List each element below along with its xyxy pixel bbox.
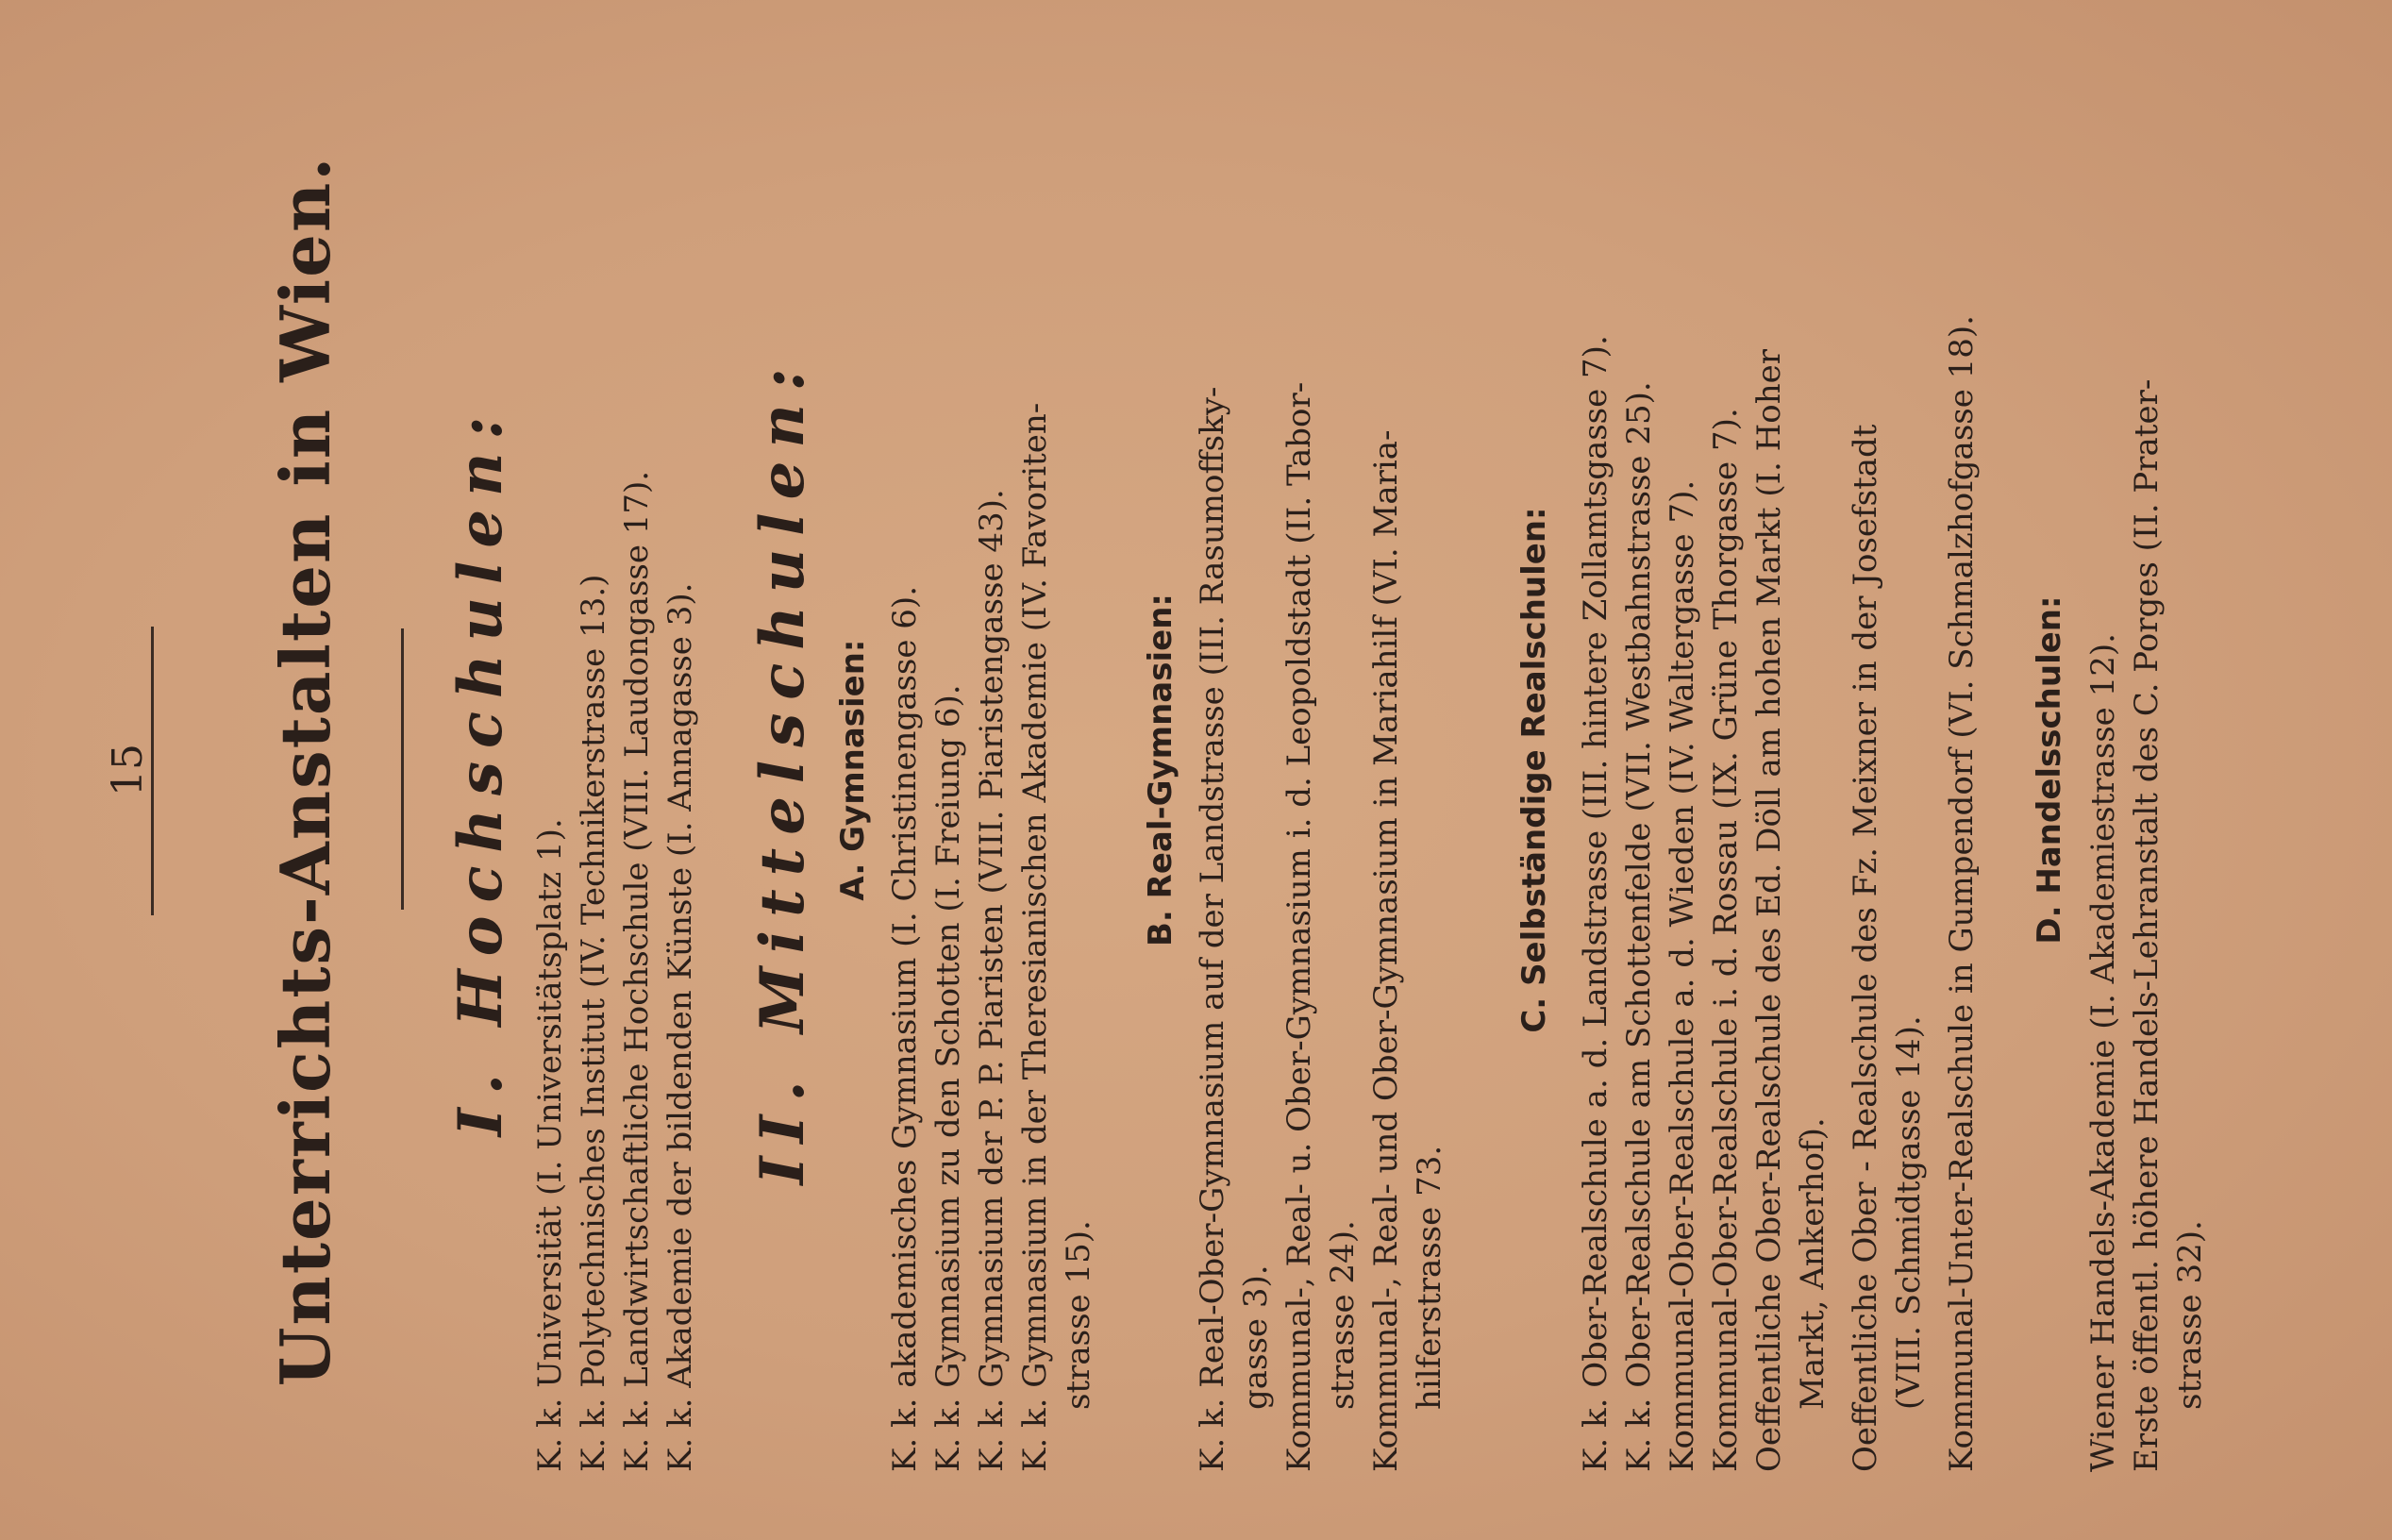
list-item: Kommunal-Ober-Realschule i. d. Rossau (IX. Grüne Thorgasse 7). xyxy=(1707,408,1745,1472)
list-item: K. k. Polytechnisches Institut (IV. Technikerstrasse 13.) xyxy=(575,574,612,1472)
list-item: K. k. Ober-Realschule a. d. Landstrasse (III. hintere Zollamtsgasse 7). xyxy=(1577,335,1614,1472)
list-item: Kommunal-, Real- und Ober-Gymnasium in Mariahilf (VI. Maria- xyxy=(1367,429,1405,1472)
list-item: Erste öffentl. höhere Handels-Lehranstalt des C. Porges (II. Prater- xyxy=(2128,378,2166,1472)
page-title: Unterrichts-Anstalten in Wien. xyxy=(265,155,345,1387)
list-item: K. k. Landwirtschaftliche Hochschule (VIII. Laudongasse 17). xyxy=(618,470,656,1472)
subsection-heading-gymnasien: A. Gymnasien: xyxy=(834,639,872,901)
page-number: 15 xyxy=(104,744,152,796)
subsection-heading-handelsschulen: D. Handelsschulen: xyxy=(2031,595,2068,945)
list-item: Kommunal-Ober-Realschule a. d. Wieden (IV. Waltergasse 7). xyxy=(1664,479,1701,1472)
list-item: Kommunal-, Real- u. Ober-Gymnasium i. d. Leopoldstadt (II. Tabor- xyxy=(1280,381,1318,1472)
subsection-heading-real-gymnasien: B. Real-Gymnasien: xyxy=(1142,593,1179,947)
list-item-continuation: (VIII. Schmidtgasse 14). xyxy=(1890,1015,1928,1410)
list-item: K. k. Gymnasium zu den Schotten (I. Freiung 6). xyxy=(929,684,967,1472)
list-item-continuation: strasse 32). xyxy=(2171,1220,2209,1410)
subsection-heading-realschulen: C. Selbständige Realschulen: xyxy=(1515,507,1553,1033)
list-item-continuation: strasse 24). xyxy=(1324,1220,1362,1410)
list-item: K. k. Akademie der bildenden Künste (I. Annagasse 3). xyxy=(661,582,699,1472)
list-item: K. k. Gymnasium der P. P. Piaristen (VIII. Piaristengasse 43). xyxy=(973,489,1011,1472)
list-item: Kommunal-Unter-Realschule in Gumpendorf (VI. Schmalzhofgasse 18). xyxy=(1943,315,1981,1472)
header-rule xyxy=(401,628,404,910)
list-item: K. k. Universität (I. Universitätsplatz 1). xyxy=(531,818,569,1472)
list-item: Wiener Handels-Akademie (I. Akademiestrasse 12). xyxy=(2084,633,2122,1472)
section-heading-hochschulen: I. Hochschulen: xyxy=(445,403,516,1137)
list-item: K. k. Gymnasium in der Theresianischen Akademie (IV. Favoriten- xyxy=(1016,402,1054,1472)
list-item: Oeffentliche Ober - Realschule des Fz. Meixner in der Josefstadt xyxy=(1847,424,1884,1472)
section-heading-mittelschulen: II. Mittelschulen: xyxy=(747,355,818,1185)
list-item: Oeffentliche Ober-Realschule des Ed. Döll am hohen Markt (I. Hoher xyxy=(1750,348,1788,1472)
list-item-continuation: strasse 15). xyxy=(1060,1220,1097,1410)
list-item: K. k. Real-Ober-Gymnasium auf der Landstrasse (III. Rasumoffsky- xyxy=(1194,386,1231,1472)
list-item: K. k. Ober-Realschule am Schottenfelde (VII. Westbahnstrasse 25). xyxy=(1620,381,1658,1472)
list-item-continuation: Markt, Ankerhof). xyxy=(1794,1117,1832,1410)
list-item-continuation: hilferstrasse 73. xyxy=(1411,1145,1448,1410)
list-item: K. k. akademisches Gymnasium (I. Christinengasse 6). xyxy=(886,585,924,1472)
list-item-continuation: gasse 3). xyxy=(1237,1264,1275,1410)
